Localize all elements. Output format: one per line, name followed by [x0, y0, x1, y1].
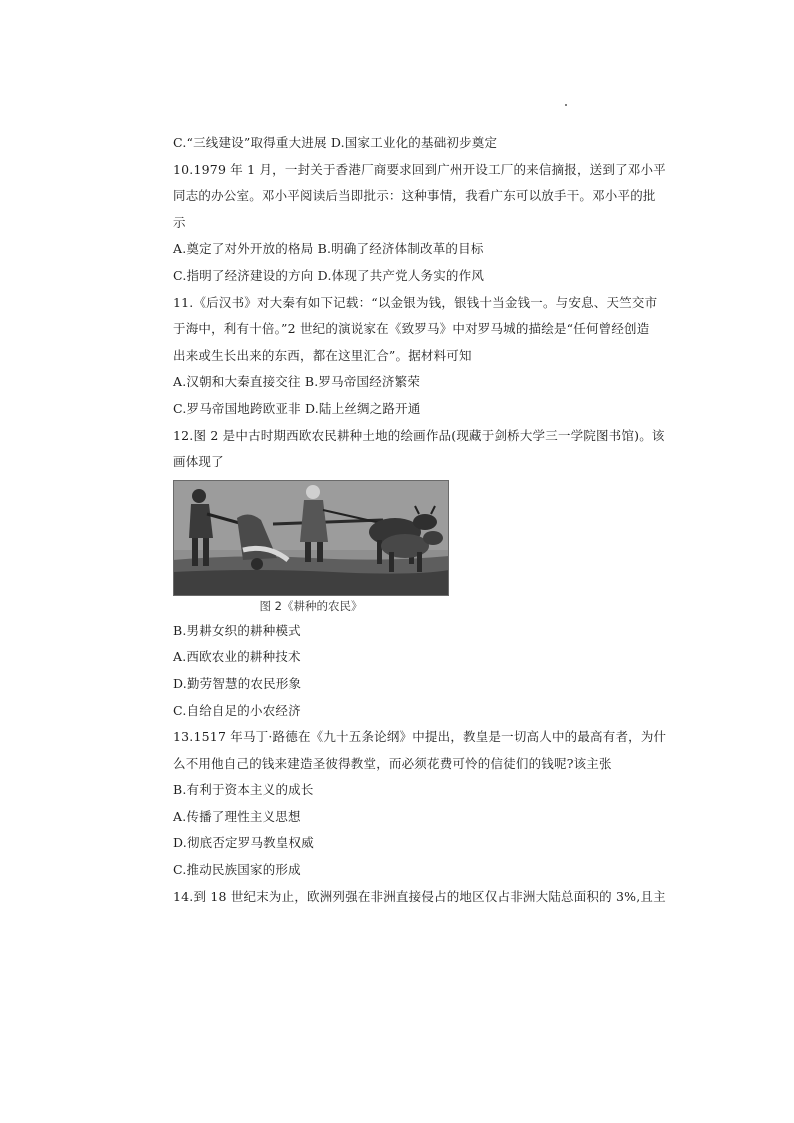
- question-text-block-1: [173, 130, 666, 476]
- plowing-peasants-figure: [173, 480, 449, 614]
- text-line: 于海中，利有十倍。”2 世纪的演说家在《致罗马》中对罗马城的描绘是“任何曾经创造: [173, 321, 650, 337]
- exam-page: [173, 130, 667, 910]
- text-line: B.有利于资本主义的成长: [173, 782, 314, 798]
- text-line: 13.1517 年马丁·路德在《九十五条论纲》中提出，教皇是一切高人中的最高有者，为什: [173, 729, 667, 745]
- text-line: C.“三线建设”取得重大进展 D.国家工业化的基础初步奠定: [173, 135, 498, 150]
- text-line: B.男耕女织的耕种模式: [173, 622, 301, 638]
- scan-speck: [565, 104, 567, 106]
- text-line: 12.图 2 是中古时期西欧农民耕种土地的绘画作品(现藏于剑桥大学三一学院图书馆)。该: [173, 427, 665, 443]
- text-line: C.推动民族国家的形成: [173, 862, 301, 878]
- text-line: 么不用他自己的钱来建造圣彼得教堂，而必须花费可怜的信徒们的钱呢?该主张: [173, 755, 612, 771]
- text-line: A.奠定了对外开放的格局 B.明确了经济体制改革的目标: [173, 241, 484, 257]
- text-line: C.自给自足的小农经济: [173, 702, 301, 718]
- plowing-illustration: [173, 480, 449, 596]
- question-text-block-2: [173, 618, 667, 911]
- text-line: 14.到 18 世纪末为止，欧洲列强在非洲直接侵占的地区仅占非洲大陆总面积的 3%,且主: [173, 888, 666, 904]
- text-line: D.彻底否定罗马教皇权威: [173, 835, 314, 851]
- text-line: A.汉朝和大秦直接交往 B.罗马帝国经济繁荣: [173, 374, 421, 390]
- text-line: C.罗马帝国地跨欧亚非 D.陆上丝绸之路开通: [173, 400, 421, 416]
- text-line: 出来或生长出来的东西，都在这里汇合”。据材料可知: [173, 347, 472, 363]
- text-line: A.西欧农业的耕种技术: [173, 649, 301, 665]
- text-line: 示: [173, 214, 186, 230]
- text-line: C.指明了经济建设的方向 D.体现了共产党人务实的作风: [173, 267, 485, 283]
- text-line: A.传播了理性主义思想: [173, 808, 301, 824]
- text-line: 画体现了: [173, 454, 224, 470]
- text-line: 同志的办公室。邓小平阅读后当即批示：这种事情，我看广东可以放手干。邓小平的批: [173, 188, 656, 204]
- text-line: 11.《后汉书》对大秦有如下记载：“以金银为钱，银钱十当金钱一。与安息、天竺交市: [173, 294, 658, 310]
- text-line: D.勤劳智慧的农民形象: [173, 675, 302, 691]
- figure-caption: 图 2《耕种的农民》: [259, 598, 363, 613]
- text-line: 10.1979 年 1 月，一封关于香港厂商要求回到广州开设工厂的来信摘报，送到了邓小平: [173, 161, 666, 177]
